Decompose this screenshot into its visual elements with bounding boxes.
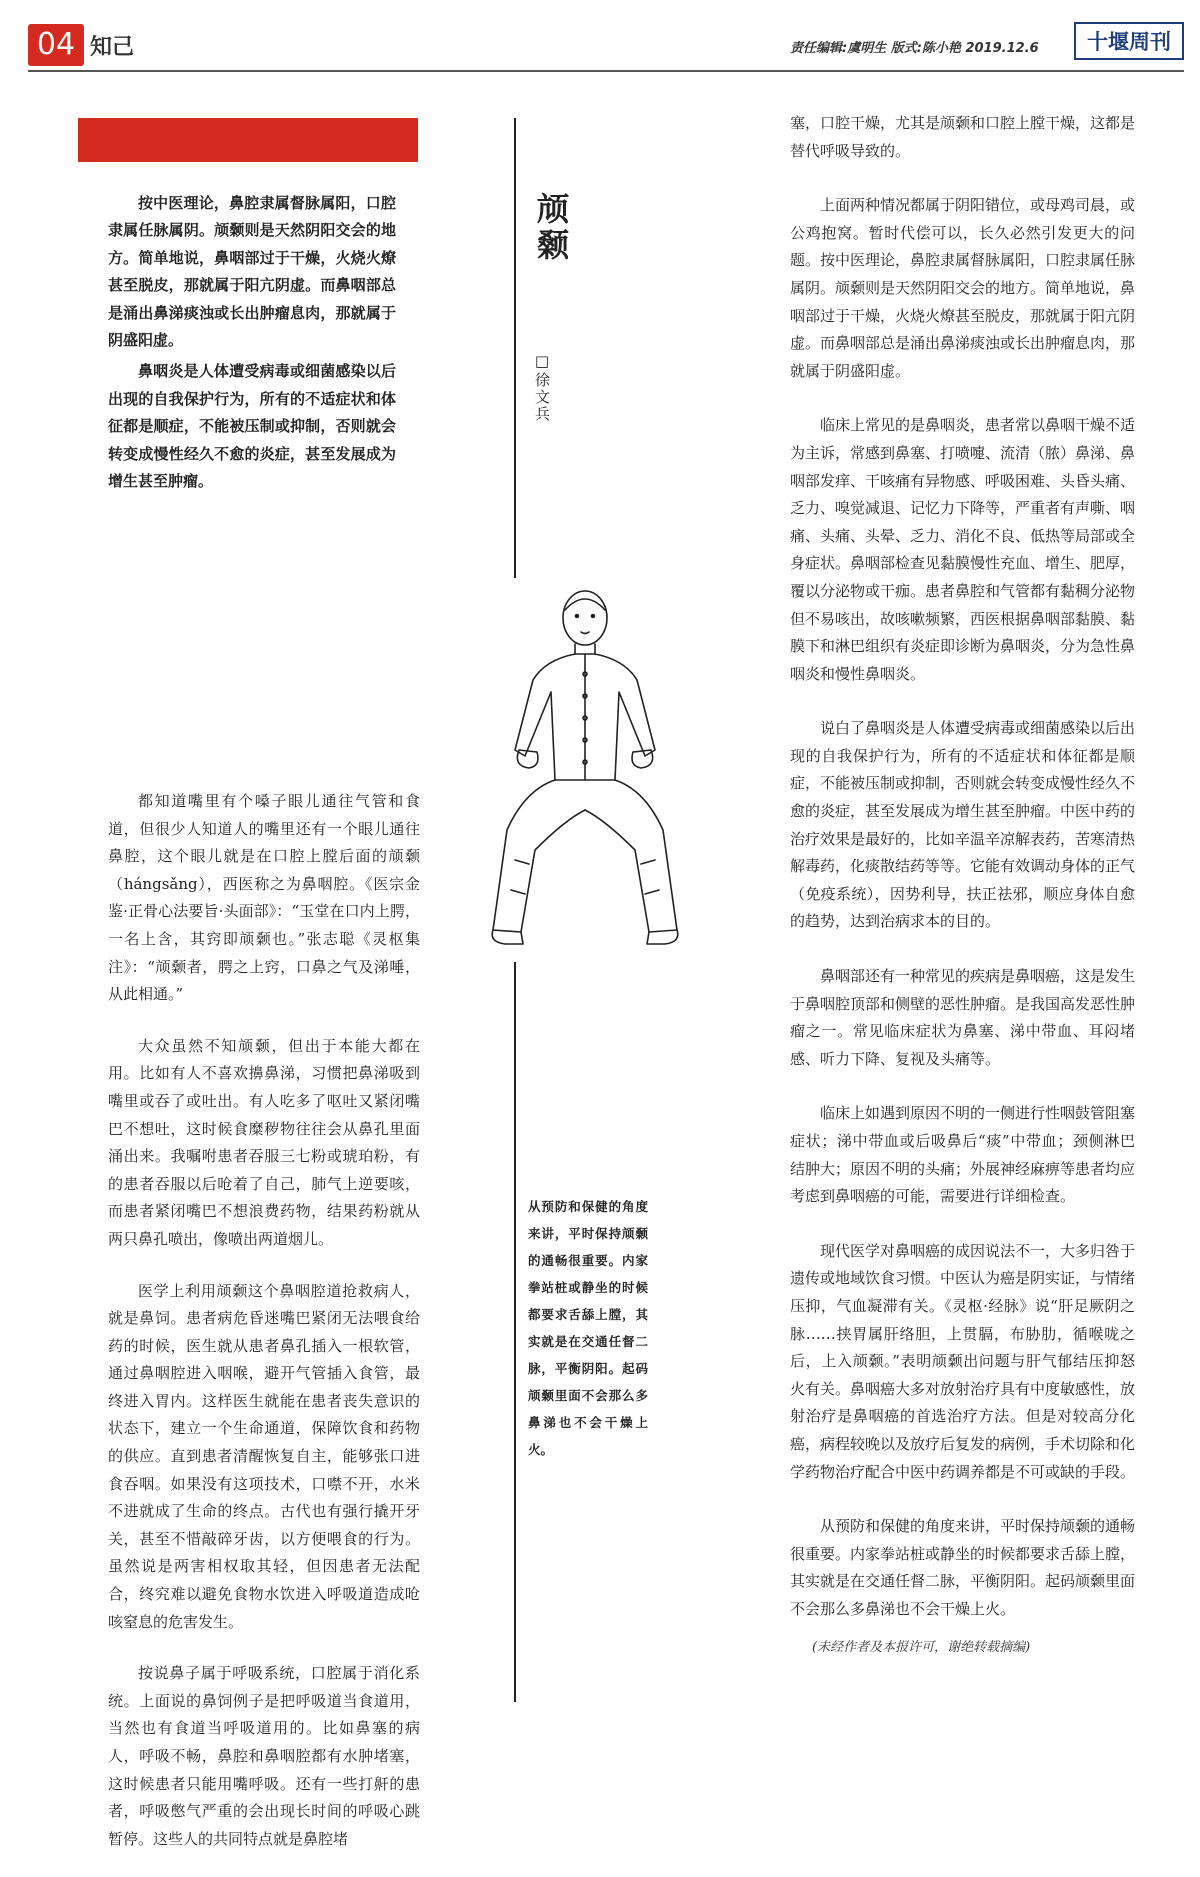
intro-paragraph: 按中医理论，鼻腔隶属督脉属阳，口腔隶属任脉属阴。颃颡则是天然阴阳交会的地方。简单地说，鼻咽部过于干燥，火烧火燎甚至脱皮，那就属于阳亢阴虚。而鼻咽部总是涌出鼻涕痰浊或长出肿瘤息肉，那就属于阴盛阳虚。 bbox=[108, 194, 396, 350]
body-paragraph: 按说鼻子属于呼吸系统，口腔属于消化系统。上面说的鼻饲例子是把呼吸道当食道用，当然也有食道当呼吸道用的。比如鼻塞的病人，呼吸不畅，鼻腔和鼻咽腔都有水肿堵塞，这时候患者只能用嘴呼吸。还有一些打鼾的患者，呼吸憋气严重的会出现长时间的呼吸心跳暂停。这些人的共同特点就是鼻腔堵 bbox=[108, 1664, 420, 1848]
page-number: 04 bbox=[28, 24, 84, 66]
body-paragraph: 从预防和保健的角度来讲，平时保持颃颡的通畅很重要。内家拳站桩或静坐的时候都要求舌舔上膛，其实就是在交通任督二脉，平衡阴阳。起码颃颡里面不会那么多鼻涕也不会干燥上火。 bbox=[790, 1517, 1136, 1618]
article-column-right bbox=[790, 110, 1135, 1651]
figure-hair bbox=[565, 599, 605, 610]
column-divider-lower bbox=[514, 962, 516, 1702]
author-byline: □徐文兵 bbox=[533, 352, 551, 423]
body-paragraph: 塞，口腔干燥，尤其是颃颡和口腔上膛干燥，这都是替代呼吸导致的。 bbox=[790, 114, 1136, 160]
body-paragraph: 现代医学对鼻咽癌的成因说法不一，大多归咎于遗传或地域饮食习惯。中医认为癌是阴实证，与情绪压抑，气血凝滞有关。《灵枢·经脉》说“肝足厥阴之脉……挟胃属肝络胆，上贯膈，布胁肋，循喉咙之后，上入颃颡。”表明颃颡出问题与肝气郁结压抑怒火有关。鼻咽癌大多对放射治疗具有中度敏感性，放射治疗是鼻咽癌的首选治疗方法。但是对较高分化癌，病程较晚以及放疗后复发的病例，手术切除和化学药物治疗配合中医中药调养都是不可或缺的手段。 bbox=[790, 1241, 1136, 1481]
intro-paragraph: 鼻咽炎是人体遭受病毒或细菌感染以后出现的自我保护行为，所有的不适症状和体征都是顺症，不能被压制或抑制，否则就会转变成慢性经久不愈的炎症，甚至发展成为增生甚至肿瘤。 bbox=[108, 362, 396, 491]
section-name: 知己 bbox=[90, 35, 135, 60]
body-paragraph: 医学上利用颃颡这个鼻咽腔道抢救病人，就是鼻饲。患者病危昏迷嘴巴紧闭无法喂食给药的时候，医生就从患者鼻孔插入一根软管，通过鼻咽腔进入咽喉，避开气管插入食管，最终进入胃内。这样医生就能在患者丧失意识的状态下，建立一个生命通道，保障饮食和药物的供应。直到患者清醒恢复自主，能够张口进食吞咽。如果没有这项技术，口噤不开，水米不进就成了生命的终点。古代也有强行撬开牙关，甚至不惜敲碎牙齿，以方便喂食的行为。虽然说是两害相权取其轻，但因患者无法配合，终究难以避免食物水饮进入呼吸道造成呛咳窒息的危害发生。 bbox=[108, 1281, 420, 1631]
editor-credits: 责任编辑:虞明生 版式:陈小艳 2019.12.6 bbox=[790, 41, 1039, 56]
figure-eye bbox=[576, 615, 579, 618]
figure-left-leg bbox=[493, 780, 585, 932]
pull-quote: 从预防和保健的角度来讲，平时保持颃颡的通畅很重要。内家拳站桩或静坐的时候都要求舌舔上膛，其实就是在交通任督二脉，平衡阴阳。起码颃颡里面不会那么多鼻涕也不会干燥上火。 bbox=[528, 1199, 648, 1457]
intro-summary bbox=[108, 190, 396, 499]
horse-stance-illustration bbox=[485, 580, 685, 960]
figure-right-leg bbox=[585, 780, 677, 932]
body-paragraph: 大众虽然不知颃颡，但出于本能大都在用。比如有人不喜欢擤鼻涕，习惯把鼻涕吸到嘴里或吞了或吐出。有人吃多了呕吐又紧闭嘴巴不想吐，这时候食糜秽物往往会从鼻孔里面涌出来。我嘱咐患者吞服三七粉或琥珀粉，有的患者吞服以后呛着了自己，肺气上逆要咳，而患者紧闭嘴巴不想浪费药物，结果药粉就从两只鼻孔喷出，像喷出两道烟儿。 bbox=[108, 1036, 420, 1248]
body-paragraph: 说白了鼻咽炎是人体遭受病毒或细菌感染以后出现的自我保护行为，所有的不适症状和体征都是顺症，不能被压制或抑制，否则就会转变成慢性经久不愈的炎症，甚至发展成为增生甚至肿瘤。中医中药的治疗效果是最好的，比如辛温辛凉解表药，苦寒清热解毒药，化痰散结药等等。它能有效调动身体的正气（免疫系统），因势利导，扶正祛邪，顺应身体自愈的趋势，达到治病求本的目的。 bbox=[790, 719, 1136, 931]
header-divider bbox=[28, 70, 1184, 72]
masthead-logo: 十堰周刊 bbox=[1074, 22, 1184, 60]
body-paragraph: 都知道嘴里有个嗓子眼儿通往气管和食道，但很少人知道人的嘴里还有一个眼儿通往鼻腔，这个眼儿就是在口腔上膛后面的颃颡（hángsǎng），西医称之为鼻咽腔。《医宗金鉴·正骨心法要旨·头面部》：“玉堂在口内上腭，一名上含，其窍即颃颡也。”张志聪《灵枢集注》：“颃颡者，腭之上窍，口鼻之气及涕唾，从此相通。” bbox=[108, 792, 420, 1004]
copyright-note: (未经作者及本报许可，谢绝转载摘编) bbox=[812, 1640, 1031, 1655]
column-divider-upper bbox=[514, 118, 516, 578]
body-paragraph: 临床上常见的是鼻咽炎，患者常以鼻咽干燥不适为主诉，常感到鼻塞、打喷嚏、流清（脓）鼻涕、鼻咽部发痒、干咳痛有异物感、呼吸困难、头昏头痛、乏力、嗅觉减退、记忆力下降等，严重者有声嘶、咽痛、头痛、头晕、乏力、消化不良、低热等局部或全身症状。鼻咽部检查见黏膜慢性充血、增生、肥厚，覆以分泌物或干痂。患者鼻腔和气管都有黏稠分泌物但不易咳出，故咳嗽频繁，西医根据鼻咽部黏膜、黏膜下和淋巴组织有炎症即诊断为鼻咽炎，分为急性鼻咽炎和慢性鼻咽炎。 bbox=[790, 416, 1136, 683]
body-paragraph: 上面两种情况都属于阴阳错位，或母鸡司晨，或公鸡抱窝。暂时代偿可以，长久必然引发更大的问题。按中医理论，鼻腔隶属督脉属阳，口腔隶属任脉属阴。颃颡则是天然阴阳交会的地方。简单地说，鼻咽部过于干燥，火烧火燎甚至脱皮，那就属于阳亢阴虚。而鼻咽部总是涌出鼻涕痰浊或长出肿瘤息肉，那就属于阴盛阳虚。 bbox=[790, 196, 1136, 380]
figure-mouth bbox=[581, 632, 589, 634]
red-banner bbox=[78, 118, 418, 162]
body-paragraph: 临床上如遇到原因不明的一侧进行性咽鼓管阻塞症状；涕中带血或后吸鼻后“痰”中带血；颈侧淋巴结肿大；原因不明的头痛；外展神经麻痹等患者均应考虑到鼻咽癌的可能，需要进行详细检查。 bbox=[790, 1104, 1136, 1206]
article-column-left bbox=[108, 788, 420, 1877]
figure-eye bbox=[592, 615, 595, 618]
body-paragraph: 鼻咽部还有一种常见的疾病是鼻咽癌，这是发生于鼻咽腔顶部和侧壁的恶性肿瘤。是我国高发恶性肿瘤之一。常见临床症状为鼻塞、涕中带血、耳闷堵感、听力下降、复视及头痛等。 bbox=[790, 967, 1136, 1068]
article-title: 颃颡 bbox=[532, 192, 570, 264]
